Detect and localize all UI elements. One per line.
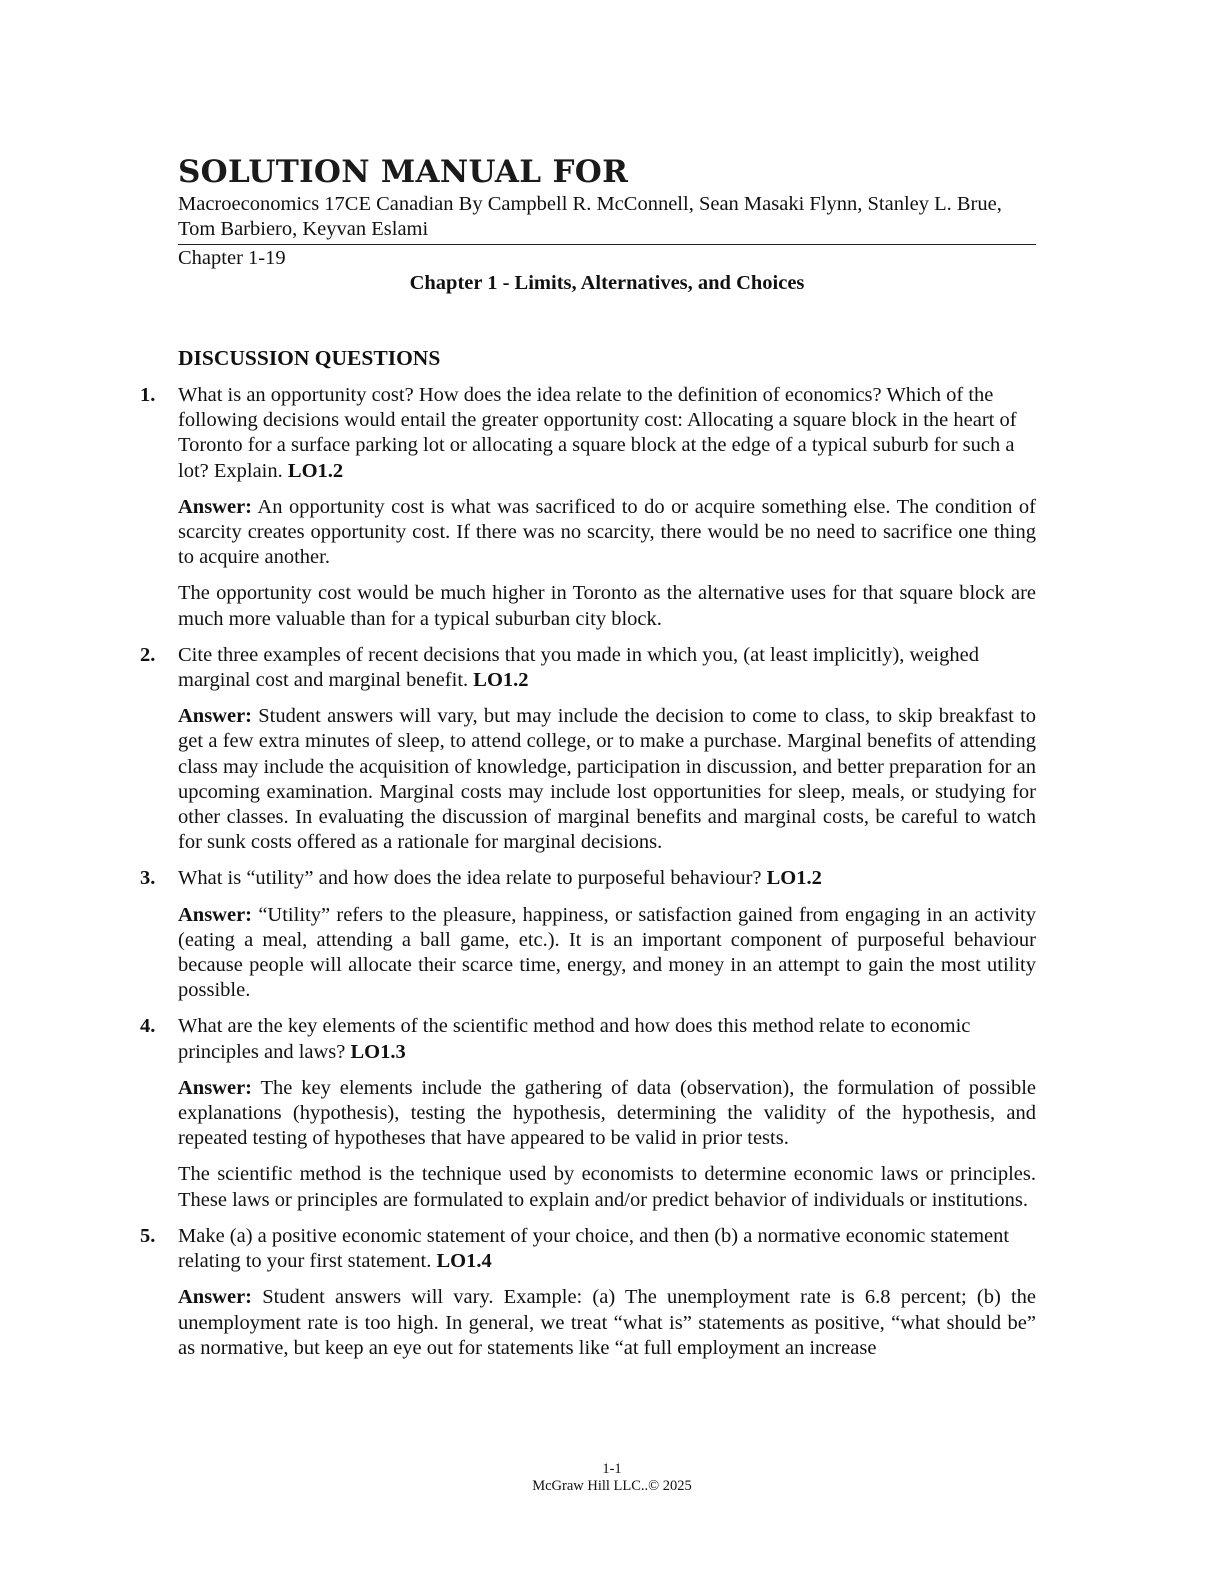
answer-text: An opportunity cost is what was sacrificed to do or acquire something else. The condition of scarcity creates opportunity cost. If there was no scarcity, there would be no need to sacrifice one thing to acquire another.	[178, 495, 1036, 569]
book-title: Macroeconomics 17CE Canadian By Campbell R. McConnell, Sean Masaki Flynn, Stanley L. Brue, Tom Barbiero, Keyvan Eslami	[178, 192, 1036, 245]
questions-list	[140, 383, 1036, 1372]
answer-text: “Utility” refers to the pleasure, happiness, or satisfaction gained from engaging in an activity (eating a meal, attending a ball game, etc.). It is an important component of purposeful behaviour because people will allocate their scarce time, energy, and money in an attempt to gain the most utility possible.	[178, 903, 1036, 1002]
learning-objective: LO1.2	[473, 669, 529, 692]
question-number: 3.	[140, 867, 156, 890]
question-text: What is an opportunity cost? How does the idea relate to the definition of economics? Which of the following decisions would entail the greater opportunity cost: Allocating a square block in the heart of Toronto for a surface parking lot or allocating a square block at the edge of a typical suburb for such a lot? Explain.	[178, 384, 1017, 482]
learning-objective: LO1.2	[287, 459, 344, 482]
answer-label: Answer:	[178, 903, 253, 926]
answer-text: The key elements include the gathering of data (observation), the formulation of possible explanations (hypothesis), testing the hypothesis, determining the validity of the hypothesis, and repeated testing of hypotheses that have appeared to be valid in prior tests.	[178, 1076, 1036, 1150]
answer	[178, 903, 1036, 1004]
answer-continuation: The scientific method is the technique used by economists to determine economic laws or principles. These laws or principles are formulated to explain and/or predict behavior of individuals or institutions.	[178, 1163, 1036, 1211]
question-number: 2.	[140, 643, 156, 666]
answer	[178, 495, 1036, 571]
question-text: What are the key elements of the scientific method and how does this method relate to economic principles and laws?	[178, 1015, 971, 1063]
question-number: 4.	[140, 1015, 156, 1038]
answer	[178, 1076, 1036, 1152]
question-block	[140, 866, 1036, 1003]
question	[140, 1224, 1036, 1274]
learning-objective: LO1.3	[350, 1040, 406, 1063]
answer-label: Answer:	[178, 705, 253, 728]
answer-label: Answer:	[178, 1076, 253, 1099]
question-text: Make (a) a positive economic statement of your choice, and then (b) a normative economic statement relating to your first statement.	[178, 1224, 1010, 1273]
chapter-range: Chapter 1-19	[178, 247, 286, 269]
answer-continuation: The opportunity cost would be much higher in Toronto as the alternative uses for that square block are much more valuable than for a typical suburban city block.	[178, 582, 1036, 630]
question-text: What is “utility” and how does the idea relate to purposeful behaviour?	[178, 867, 762, 890]
question-block	[140, 383, 1036, 632]
question	[140, 866, 1036, 891]
answer	[178, 1285, 1036, 1361]
question-block	[140, 1224, 1036, 1361]
question	[140, 383, 1036, 484]
answer	[178, 704, 1036, 855]
question-block	[140, 1014, 1036, 1212]
answer-label: Answer:	[178, 1286, 253, 1309]
answer-label: Answer:	[178, 495, 253, 518]
answer-text: Student answers will vary. Example: (a) The unemployment rate is 6.8 percent; (b) the unemployment rate is too high. In general, we treat “what is” statements as positive, “what should be” as normative, but keep an eye out for statements like “at full employment an increase	[178, 1286, 1037, 1359]
question-block	[140, 643, 1036, 856]
question	[140, 1014, 1036, 1064]
question-text: Cite three examples of recent decisions that you made in which you, (at least implicitly), weighed marginal cost and marginal benefit.	[178, 643, 979, 692]
page-number: 1-1	[602, 1461, 622, 1477]
learning-objective: LO1.4	[436, 1250, 492, 1273]
manual-title: SOLUTION MANUAL FOR	[178, 154, 629, 190]
learning-objective: LO1.2	[766, 867, 822, 890]
page-footer	[0, 1461, 1224, 1495]
section-heading: DISCUSSION QUESTIONS	[178, 346, 441, 370]
document-header	[178, 152, 1036, 271]
question-number: 5.	[140, 1224, 156, 1247]
copyright: McGraw Hill LLC..© 2025	[532, 1478, 692, 1494]
answer-text: Student answers will vary, but may include the decision to come to class, to skip breakfast to get a few extra minutes of sleep, to attend college, or to make a purchase. Marginal benefits of attending class may include the acquisition of knowledge, participation in discussion, and better preparation for an upcoming examination. Marginal costs may include lost opportunities for sleep, meals, or studying for other classes. In evaluating the discussion of marginal benefits and marginal costs, be careful to watch for sunk costs offered as a rationale for marginal decisions.	[178, 705, 1037, 854]
question-number: 1.	[140, 384, 156, 406]
chapter-heading: Chapter 1 - Limits, Alternatives, and Choices	[409, 272, 805, 294]
question	[140, 643, 1036, 693]
